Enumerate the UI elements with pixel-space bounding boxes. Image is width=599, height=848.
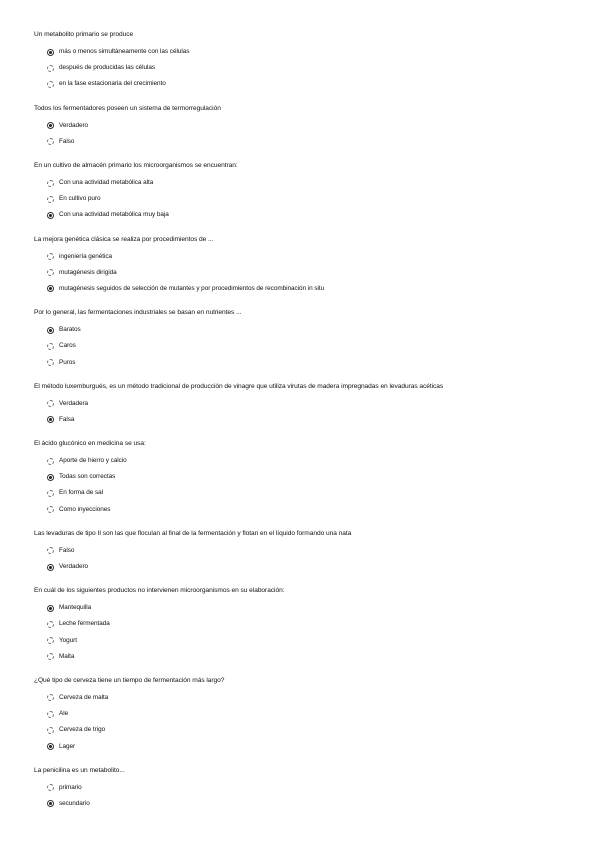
answer-option-label: Lager [59,742,76,750]
answer-option-label: Caros [59,342,76,350]
question-text: El método luxemburgués, es un método tradicional de producción de vinagre que utiliza virutas de madera impregnadas en levaduras acéticas [34,382,444,390]
answer-option[interactable] [34,118,574,134]
answer-option[interactable] [34,690,574,706]
answer-options [34,453,574,518]
answer-option-label: En cultivo puro [59,195,101,203]
answer-option-label: Cerveza de trigo [59,726,106,734]
answer-options [34,780,574,812]
answer-option-label: mutagénesis dirigida [59,268,117,276]
answer-option-label: Falsa [59,415,75,423]
radio-selected-icon[interactable] [47,743,54,750]
question-block-6 [34,382,574,428]
question-block-2 [34,104,574,150]
answer-options [34,396,574,428]
answer-option-label: Como inyecciones [59,505,111,513]
radio-unselected-icon[interactable] [47,490,54,497]
answer-option-label: Puros [59,358,76,366]
radio-unselected-icon[interactable] [47,359,54,366]
answer-option-label: En forma de sal [59,489,104,497]
radio-unselected-icon[interactable] [47,727,54,734]
question-block-3 [34,161,574,224]
quiz-container [34,30,574,823]
radio-unselected-icon[interactable] [47,637,54,644]
question-text: ¿Qué tipo de cerveza tiene un tiempo de fermentación más largo? [34,676,225,684]
answer-option-label: Mantequilla [59,604,92,612]
answer-option-label: en la fase estacionaria del crecimiento [59,80,166,88]
question-text: La mejora genética clásica se realiza por procedimientos de ... [34,235,214,243]
radio-selected-icon[interactable] [47,416,54,423]
answer-option[interactable] [34,265,574,281]
radio-selected-icon[interactable] [47,800,54,807]
answer-options [34,175,574,224]
radio-unselected-icon[interactable] [47,458,54,465]
radio-selected-icon[interactable] [47,605,54,612]
question-block-7 [34,439,574,518]
answer-option[interactable] [34,469,574,485]
question-block-8 [34,529,574,575]
radio-selected-icon[interactable] [47,212,54,219]
answer-option-label: Verdadero [59,563,89,571]
answer-option[interactable] [34,453,574,469]
answer-option[interactable] [34,60,574,76]
answer-option[interactable] [34,134,574,150]
answer-option-label: ingeniería genética [59,252,113,260]
radio-unselected-icon[interactable] [47,653,54,660]
question-block-11 [34,766,574,812]
answer-option[interactable] [34,796,574,812]
answer-option[interactable] [34,706,574,722]
answer-option-label: Baratos [59,326,81,334]
answer-option-label: Verdadera [59,399,89,407]
question-block-5 [34,308,574,371]
question-block-4 [34,235,574,298]
answer-option-label: secundario [59,799,90,807]
radio-unselected-icon[interactable] [47,547,54,554]
answer-option[interactable] [34,412,574,428]
answer-option-label: Verdadero [59,121,89,129]
answer-option-label: Con una actividad metabólica muy baja [59,211,169,219]
answer-option-label: Falso [59,137,75,145]
answer-options [34,249,574,298]
radio-selected-icon[interactable] [47,285,54,292]
question-text: El ácido glucónico en medicina se usa: [34,440,146,447]
answer-option-label: Todas son correctas [59,473,116,481]
radio-unselected-icon[interactable] [47,253,54,260]
answer-option-label: Falso [59,546,75,554]
answer-option-label: primario [59,783,82,791]
answer-option[interactable] [34,354,574,370]
radio-unselected-icon[interactable] [47,269,54,276]
question-block-10 [34,676,574,755]
radio-unselected-icon[interactable] [47,180,54,187]
answer-option[interactable] [34,616,574,632]
radio-unselected-icon[interactable] [47,506,54,513]
question-text: En un cultivo de almacén primario los microorganismos se encuentran: [34,161,238,169]
answer-option[interactable] [34,249,574,265]
answer-option-label: después de producidas las células [59,64,156,72]
radio-unselected-icon[interactable] [47,138,54,145]
answer-options [34,118,574,150]
radio-selected-icon[interactable] [47,564,54,571]
radio-unselected-icon[interactable] [47,65,54,72]
answer-option[interactable] [34,780,574,796]
answer-option[interactable] [34,322,574,338]
answer-option[interactable] [34,649,574,665]
answer-option-label: Con una actividad metabólica alta [59,179,154,187]
answer-option-label: Leche fermentada [59,620,110,628]
answer-option-label: mutagénesis seguidos de selección de mutantes y por procedimientos de recombinación in situ [59,284,325,292]
radio-unselected-icon[interactable] [47,694,54,701]
answer-option-label: Yogurt [59,636,77,644]
answer-options [34,322,574,371]
answer-option-label: Ale [59,710,69,718]
question-text: Todos los fermentadores poseen un sistema de termorregulación [34,104,221,112]
answer-option-label: Aporte de hierro y calcio [59,457,127,465]
radio-selected-icon[interactable] [47,474,54,481]
radio-selected-icon[interactable] [47,327,54,334]
answer-option[interactable] [34,543,574,559]
answer-option[interactable] [34,502,574,518]
answer-options [34,690,574,755]
answer-option[interactable] [34,175,574,191]
answer-options [34,600,574,665]
answer-option[interactable] [34,76,574,92]
radio-unselected-icon[interactable] [47,196,54,203]
answer-option-label: Cerveza de malta [59,693,109,701]
question-text: En cuál de los siguientes productos no intervienen microorganismos en su elaboración: [34,587,285,595]
answer-option[interactable] [34,559,574,575]
radio-unselected-icon[interactable] [47,81,54,88]
answer-options [34,543,574,575]
radio-unselected-icon[interactable] [47,621,54,628]
radio-selected-icon[interactable] [47,49,54,56]
answer-option[interactable] [34,281,574,297]
answer-option[interactable] [34,396,574,412]
answer-option[interactable] [34,207,574,223]
radio-unselected-icon[interactable] [47,400,54,407]
answer-option[interactable] [34,600,574,616]
question-block-1 [34,30,574,93]
answer-option-label: más o menos simultáneamente con las células [59,48,190,56]
question-text: Por lo general, las fermentaciones industriales se basan en nutrientes ... [34,309,242,317]
question-text: Un metabolito primario se produce [34,31,134,38]
radio-unselected-icon[interactable] [47,343,54,350]
answer-option[interactable] [34,44,574,60]
question-text: La penicilina es un metabolito... [34,766,125,774]
answer-option[interactable] [34,738,574,754]
answer-option[interactable] [34,633,574,649]
question-text: Las levaduras de tipo II son las que floculan al final de la fermentación y flotan en el líquido formando una nata [34,529,352,537]
answer-option[interactable] [34,191,574,207]
radio-unselected-icon[interactable] [47,711,54,718]
answer-option[interactable] [34,485,574,501]
radio-selected-icon[interactable] [47,122,54,129]
answer-options [34,44,574,93]
answer-option-label: Malta [59,652,75,660]
answer-option[interactable] [34,722,574,738]
question-block-9 [34,586,574,665]
radio-unselected-icon[interactable] [47,784,54,791]
answer-option[interactable] [34,338,574,354]
